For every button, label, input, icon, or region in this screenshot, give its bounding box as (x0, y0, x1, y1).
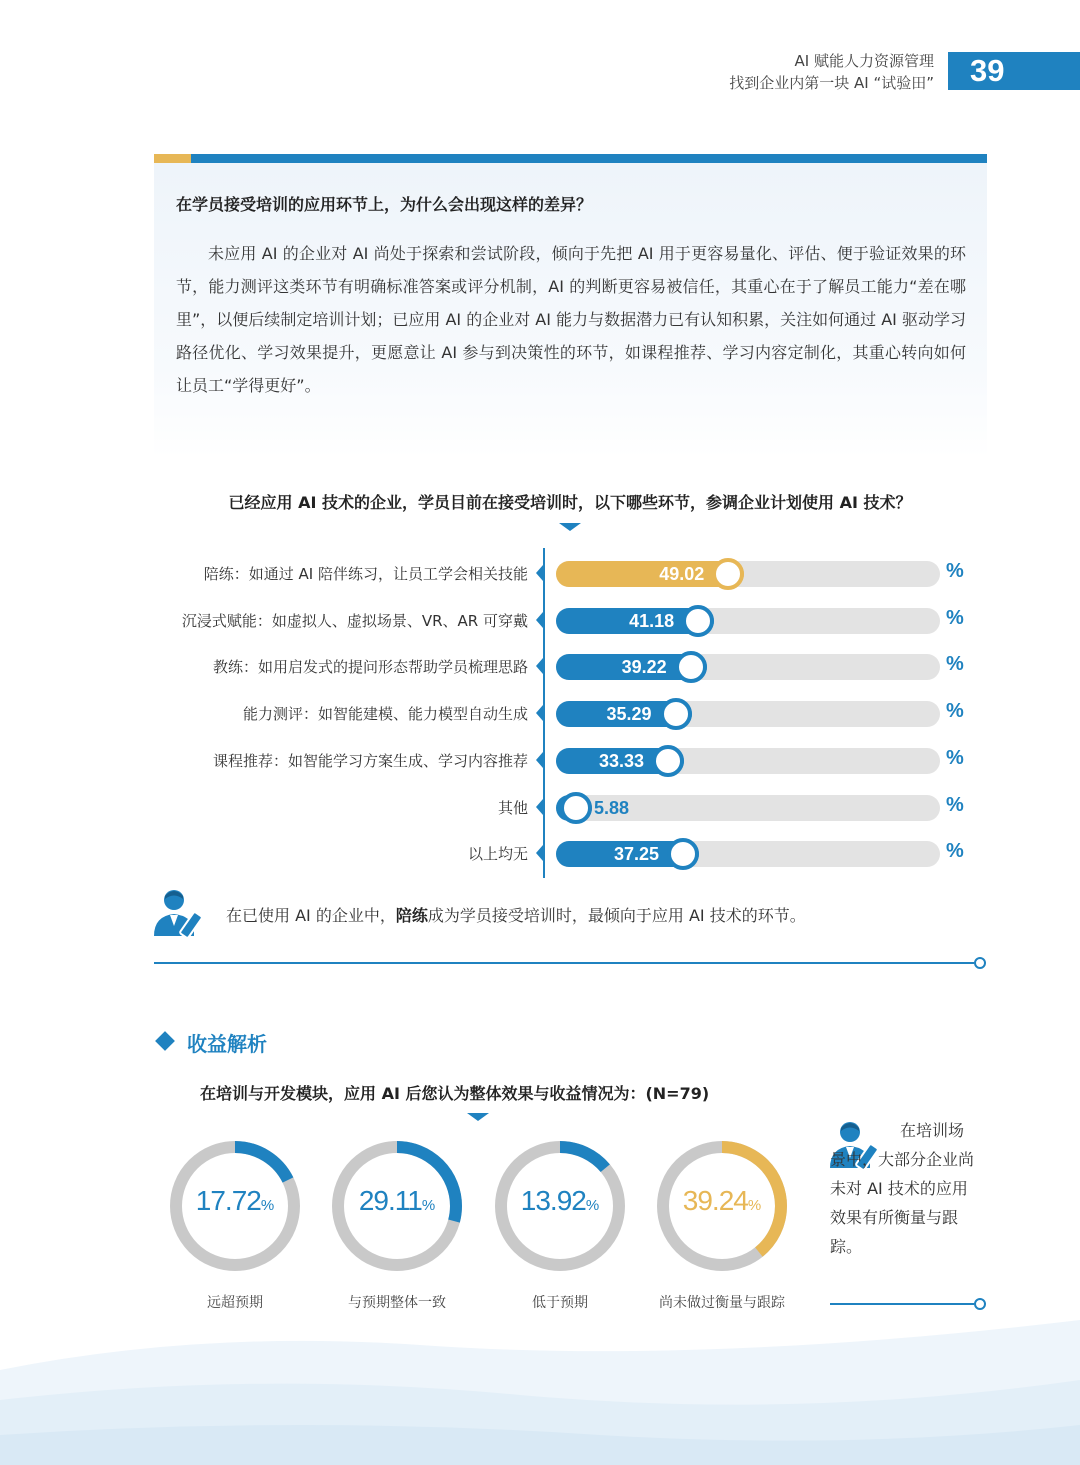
donut-category-label: 远超预期 (207, 1295, 263, 1311)
bar-category-label: 其他 (497, 798, 528, 817)
note-suffix: 成为学员接受培训时，最倾向于应用 AI 技术的环节。 (427, 906, 806, 925)
person-writing-icon (152, 886, 208, 938)
bar-unit-label: % (946, 793, 964, 816)
bar-row (0, 557, 1080, 589)
divider-end-icon (974, 957, 986, 969)
bar-end-knob (560, 792, 592, 824)
bar-pointer-icon (536, 658, 543, 674)
bar-pointer-icon (536, 612, 543, 628)
intro-question: 在学员接受培训的应用环节上，为什么会出现这样的差异？ (176, 195, 593, 214)
bar-pointer-icon (536, 705, 543, 721)
bar-category-label: 陪练：如通过 AI 陪伴练习，让员工学会相关技能 (203, 565, 528, 583)
bar-end-knob (712, 558, 744, 590)
bar-pointer-icon (536, 799, 543, 815)
donut-category-label: 低于预期 (532, 1295, 588, 1311)
bar-category-label: 沉浸式赋能：如虚拟人、虚拟场景、VR、AR 可穿戴 (181, 611, 528, 630)
bar-value-label: 39.22 (621, 657, 667, 678)
bar-category-label: 以上均无 (467, 845, 528, 864)
title-pointer-icon (467, 1113, 489, 1121)
bar-row (0, 604, 1080, 636)
donut-unit: % (421, 1197, 436, 1214)
bar-category-label: 课程推荐：如智能学习方案生成、学习内容推荐 (212, 751, 528, 770)
bar-pointer-icon (536, 752, 543, 768)
bar-row (0, 744, 1080, 776)
running-header (729, 50, 934, 94)
bar-row (0, 791, 1080, 823)
title-pointer-icon (559, 523, 581, 531)
donut-chart (654, 1138, 790, 1274)
bar-value-label: 49.02 (659, 564, 705, 584)
donut-chart (329, 1138, 465, 1274)
bar-end-knob (652, 745, 684, 777)
bar-value-label: 41.18 (629, 610, 675, 631)
box-accent-blue (191, 154, 987, 163)
side-note-line-1: 在培训场 (900, 1121, 965, 1140)
section-diamond-icon (155, 1031, 175, 1051)
bar-unit-label: % (946, 653, 964, 676)
section-title: 收益解析 (187, 1032, 267, 1056)
intro-body: 未应用 AI 的企业对 AI 尚处于探索和尝试阶段，倾向于先把 AI 用于更容易量化、评估、便于验证效果的环节，能力测评这类环节有明确标准答案或评分机制，AI 的判断更容易被信任，其重心在于了解员工能力“差在哪里”，以便后续制定培训计划；已应用 AI 的企业对 AI 能力与数据潜力已有认知积累，关注如何通过 AI 驱动学习路径优化、学习效果提升，更愿意让 AI 参与到决策性的环节，如课程推荐、学习内容定制化，其重心转向如何让员工“学得更好”。 (176, 244, 966, 395)
bar-track (556, 654, 940, 680)
note-prefix: 在已使用 AI 的企业中， (226, 906, 396, 925)
donut-chart-title: 在培训与开发模块，应用 AI 后您认为整体效果与收益情况为：(N=79) (200, 1084, 710, 1103)
bar-row (0, 697, 1080, 729)
bar-track (556, 561, 940, 587)
header-line-1: AI 赋能人力资源管理 (794, 52, 934, 70)
bar-end-knob (660, 698, 692, 730)
donut-chart (492, 1138, 628, 1274)
donut-value: 39.24 (682, 1185, 748, 1216)
bar-category-label: 能力测评：如智能建模、能力模型自动生成 (242, 705, 528, 724)
donut-category-label: 尚未做过衡量与跟踪 (659, 1295, 785, 1311)
donut-value: 17.72 (195, 1185, 261, 1216)
donut-value-label (329, 1185, 465, 1217)
side-note (830, 1116, 980, 1261)
side-note-rest: 景中，大部分企业尚未对 AI 技术的应用效果有所衡量与跟踪。 (830, 1150, 975, 1256)
bar-unit-label: % (946, 840, 964, 863)
donut-unit: % (747, 1197, 762, 1214)
bar-unit-label: % (946, 700, 964, 723)
bar-category-label: 教练：如用启发式的提问形态帮助学员梳理思路 (212, 658, 528, 677)
bar-track (556, 748, 940, 774)
bar-value-label: 5.88 (594, 797, 630, 818)
bar-end-knob (667, 838, 699, 870)
bar-pointer-icon (536, 845, 543, 861)
box-accent-yellow (154, 154, 191, 163)
donut-value: 29.11 (358, 1185, 422, 1216)
bar-track (556, 841, 940, 867)
bar-value-label: 33.33 (598, 750, 644, 771)
donut-value-label (167, 1185, 303, 1217)
header-line-2: 找到企业内第一块 AI “试验田” (729, 74, 934, 92)
donut-category-label: 与预期整体一致 (348, 1295, 446, 1311)
bar-value-label: 35.29 (606, 704, 652, 725)
donut-value-label (492, 1185, 628, 1217)
bar-track (556, 608, 940, 634)
donut-unit: % (585, 1197, 600, 1214)
donut-value: 13.92 (520, 1185, 586, 1216)
bar-end-knob (675, 651, 707, 683)
bar-track (556, 795, 940, 821)
bar-row (0, 837, 1080, 869)
divider-line (154, 962, 974, 964)
bar-unit-label: % (946, 606, 964, 629)
bar-track (556, 701, 940, 727)
bar-pointer-icon (536, 565, 543, 581)
bar-value-label: 37.25 (614, 844, 660, 865)
note-highlight: 陪练 (395, 906, 428, 925)
page-number: 39 (948, 52, 1080, 90)
donut-value-label (654, 1185, 790, 1217)
bar-chart-note (226, 903, 806, 926)
donut-unit: % (260, 1197, 275, 1214)
bar-end-knob (682, 605, 714, 637)
donut-chart (167, 1138, 303, 1274)
bar-unit-label: % (946, 560, 964, 582)
decorative-wave (0, 1300, 1080, 1465)
bar-chart-title: 已经应用 AI 技术的企业，学员目前在接受培训时，以下哪些环节，参调企业计划使用 AI 技术？ (228, 493, 912, 512)
bar-unit-label: % (946, 746, 964, 769)
bar-row (0, 650, 1080, 682)
